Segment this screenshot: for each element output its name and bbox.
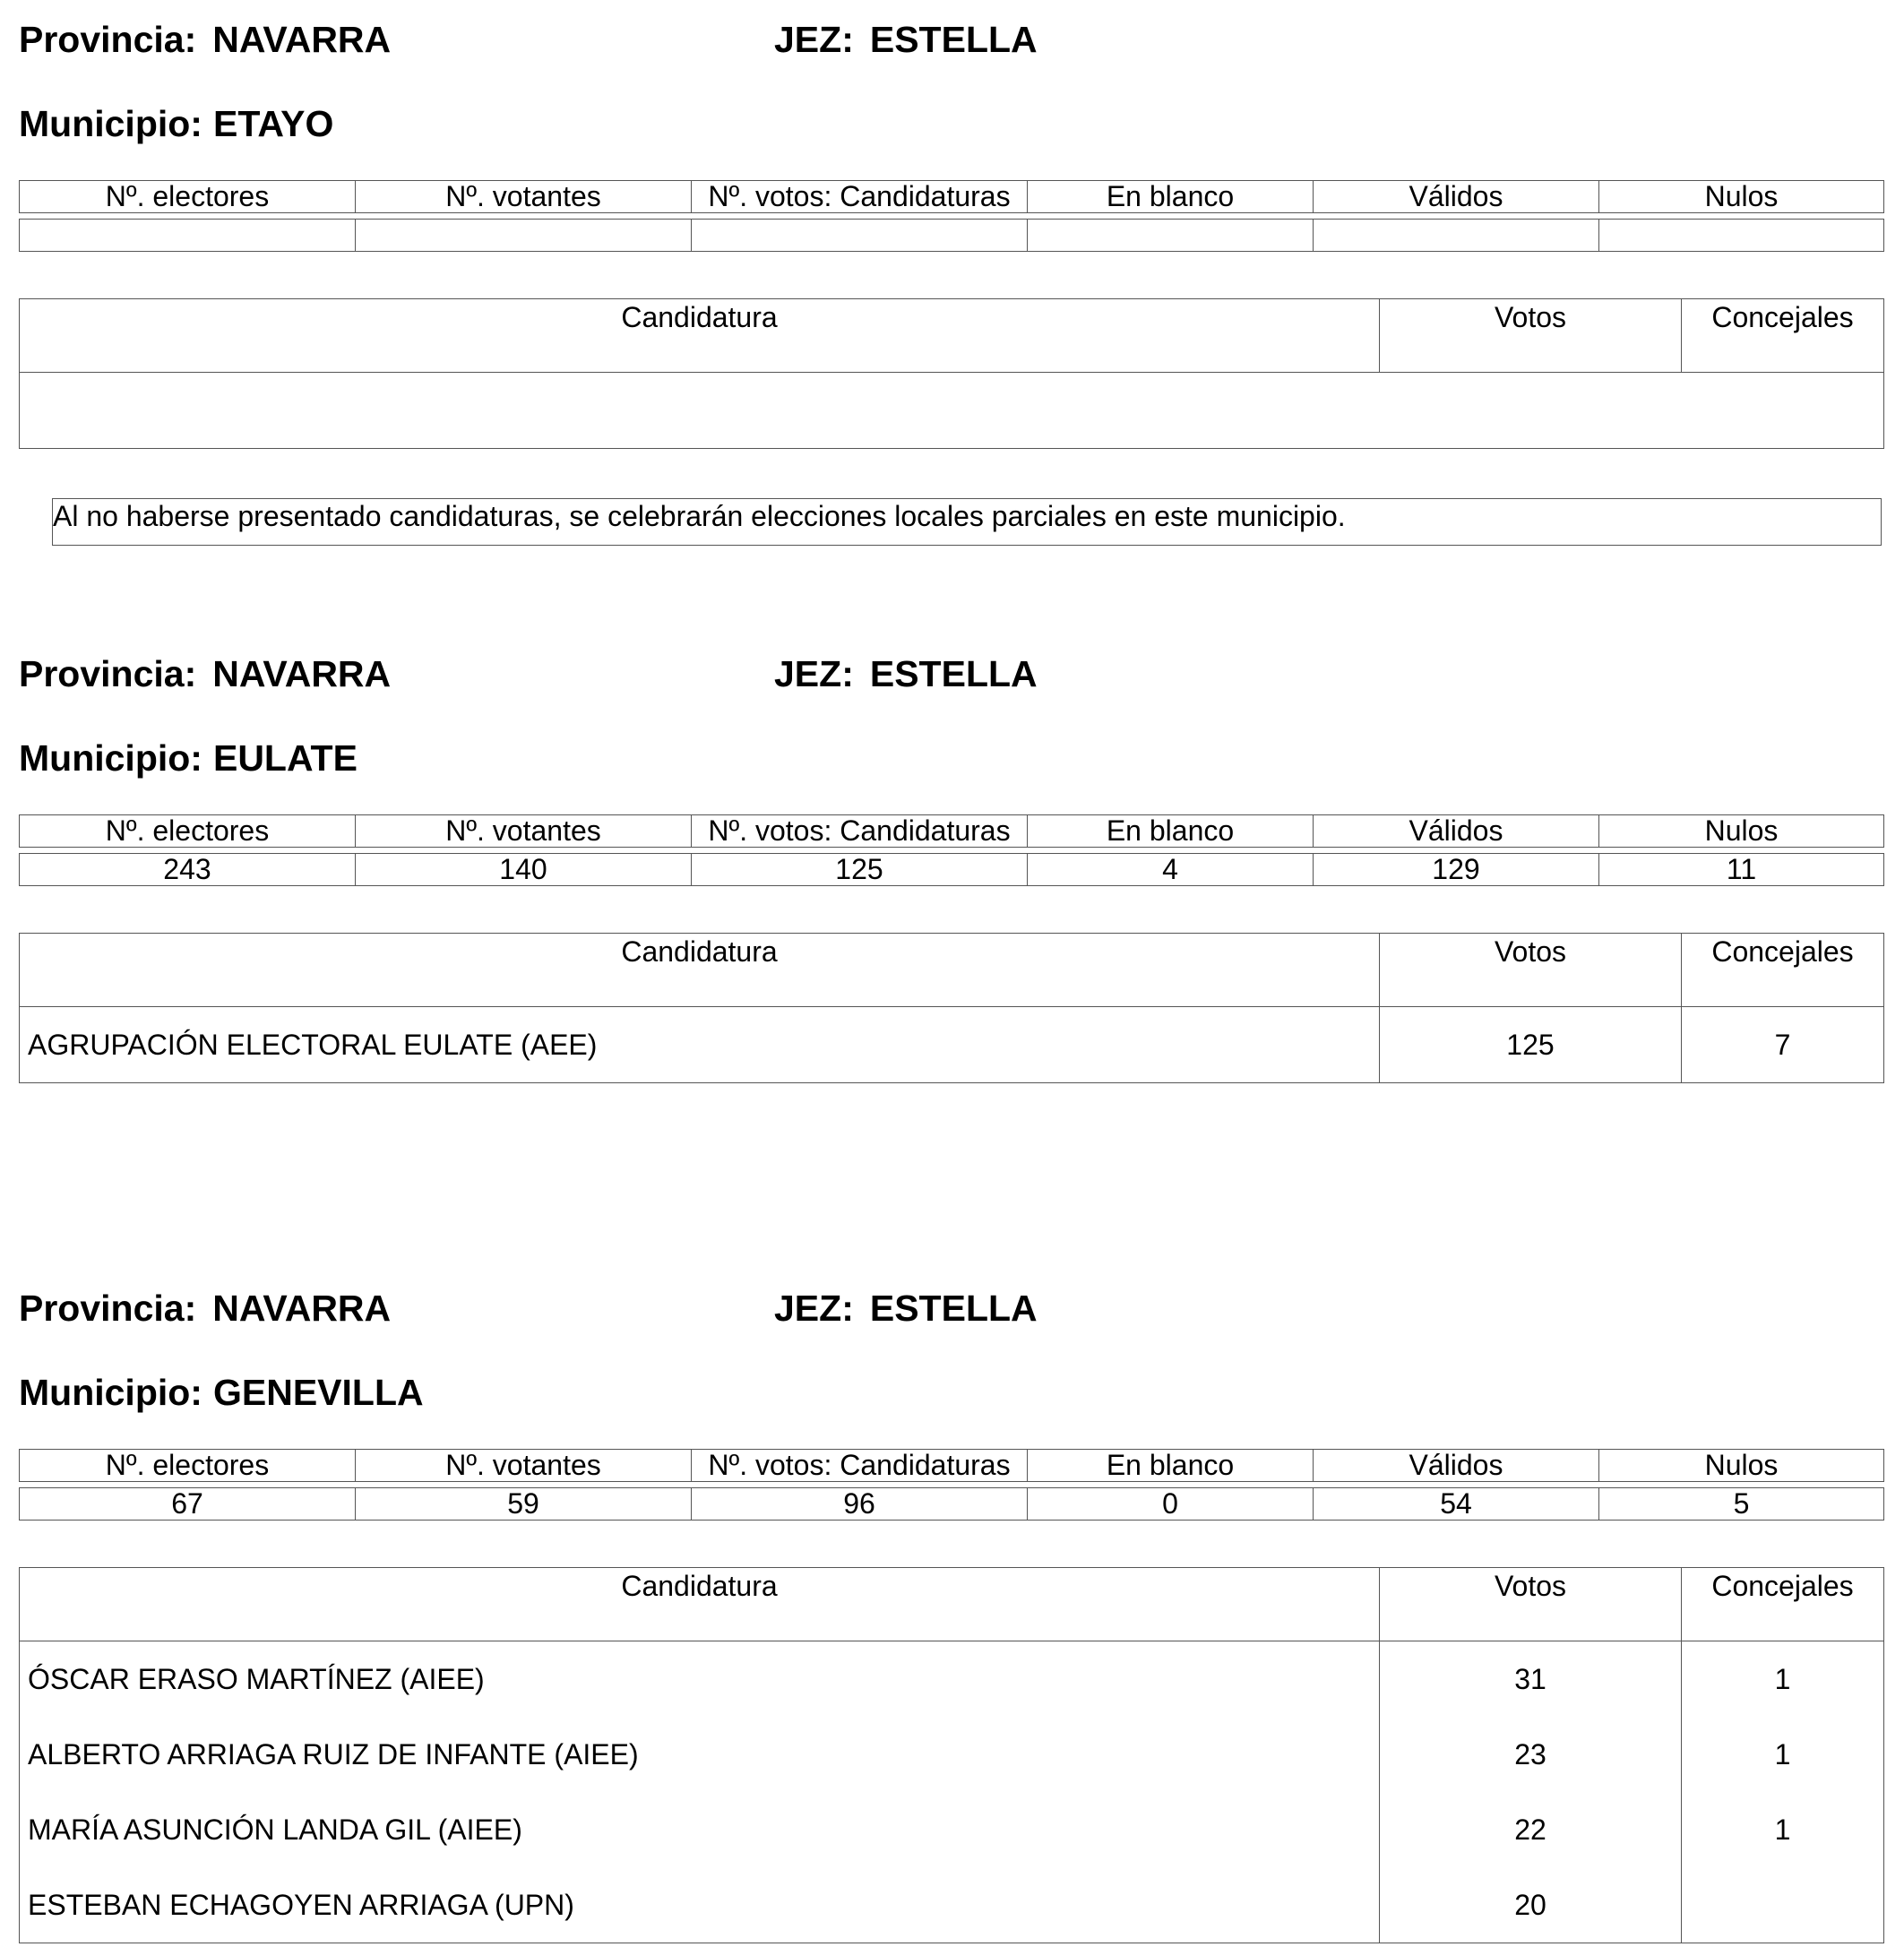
candidate-row (20, 1867, 1884, 1943)
candidate-votos: 22 (1380, 1792, 1682, 1867)
value-votos-candidaturas: 125 (692, 854, 1028, 886)
candidate-row (20, 1007, 1884, 1083)
candidate-name: ESTEBAN ECHAGOYEN ARRIAGA (UPN) (20, 1867, 1380, 1943)
candidate-votos: 31 (1380, 1641, 1682, 1718)
jez-label: JEZ: (774, 19, 854, 60)
provincia-label: Provincia: (19, 19, 197, 60)
jez-label: JEZ: (774, 1288, 854, 1329)
candidate-name: ÓSCAR ERASO MARTÍNEZ (AIEE) (20, 1641, 1380, 1718)
jez-header (774, 19, 1038, 60)
header-nulos: Nulos (1599, 815, 1884, 848)
header-en-blanco: En blanco (1028, 181, 1314, 213)
provincia-value: NAVARRA (212, 653, 392, 694)
header-validos: Válidos (1314, 181, 1599, 213)
candidate-concejales (1682, 1867, 1884, 1943)
header-concejales: Concejales (1682, 299, 1884, 373)
stats-table (19, 1449, 1884, 1521)
value-electores (20, 220, 356, 252)
provincia-value: NAVARRA (212, 19, 392, 60)
candidate-concejales: 1 (1682, 1641, 1884, 1718)
provincia-header (19, 1290, 391, 1327)
value-votantes: 140 (356, 854, 692, 886)
stats-table (19, 814, 1884, 886)
value-validos: 54 (1314, 1488, 1599, 1521)
value-votantes (356, 220, 692, 252)
jez-header (774, 653, 1038, 694)
value-en-blanco (1028, 220, 1314, 252)
provincia-header (19, 653, 392, 694)
candidate-row (20, 1717, 1884, 1792)
jez-label: JEZ: (774, 653, 854, 694)
candidate-concejales: 7 (1682, 1007, 1884, 1083)
header-votos: Votos (1380, 934, 1682, 1007)
header-candidatura: Candidatura (20, 934, 1380, 1007)
header-validos: Válidos (1314, 815, 1599, 848)
value-electores: 243 (20, 854, 356, 886)
header-votantes: Nº. votantes (356, 181, 692, 213)
no-candidates-note: Al no haberse presentado candidaturas, se celebrarán elecciones locales parciales en este municipio. (52, 498, 1882, 546)
value-nulos: 5 (1599, 1488, 1884, 1521)
candidate-concejales: 1 (1682, 1792, 1884, 1867)
candidates-table (19, 1567, 1884, 1943)
municipio-header (19, 737, 358, 779)
candidate-name: MARÍA ASUNCIÓN LANDA GIL (AIEE) (20, 1792, 1380, 1867)
header-electores: Nº. electores (20, 1450, 356, 1482)
jez-value: ESTELLA (869, 19, 1038, 60)
stats-header-row (20, 1450, 1884, 1482)
header-concejales: Concejales (1682, 934, 1884, 1007)
municipio-label: Municipio: (19, 737, 202, 779)
header-nulos: Nulos (1599, 1450, 1884, 1482)
candidate-votos: 20 (1380, 1867, 1682, 1943)
header-en-blanco: En blanco (1028, 1450, 1314, 1482)
provincia-label: Provincia: (19, 1288, 197, 1329)
candidate-name: AGRUPACIÓN ELECTORAL EULATE (AEE) (20, 1007, 1380, 1083)
stats-header-row (20, 815, 1884, 848)
candidate-row (20, 1792, 1884, 1867)
header-votos: Votos (1380, 1568, 1682, 1641)
header-votos-candidaturas: Nº. votos: Candidaturas (692, 181, 1028, 213)
header-candidatura: Candidatura (20, 1568, 1380, 1641)
header-electores: Nº. electores (20, 815, 356, 848)
header-validos: Válidos (1314, 1450, 1599, 1482)
municipio-value: GENEVILLA (212, 1372, 424, 1413)
provincia-header (19, 19, 392, 60)
value-votantes: 59 (356, 1488, 692, 1521)
candidate-name: ALBERTO ARRIAGA RUIZ DE INFANTE (AIEE) (20, 1717, 1380, 1792)
municipio-label: Municipio: (19, 103, 202, 144)
candidate-votos: 23 (1380, 1717, 1682, 1792)
header-votantes: Nº. votantes (356, 815, 692, 848)
candidate-concejales: 1 (1682, 1717, 1884, 1792)
stats-table (19, 180, 1884, 252)
value-votos-candidaturas (692, 220, 1028, 252)
header-votos: Votos (1380, 299, 1682, 373)
municipio-label: Municipio: (19, 1372, 202, 1413)
jez-header (774, 1290, 1038, 1327)
header-votos-candidaturas: Nº. votos: Candidaturas (692, 815, 1028, 848)
stats-value-row (20, 220, 1884, 252)
provincia-label: Provincia: (19, 653, 197, 694)
candidate-row (20, 1641, 1884, 1718)
value-validos (1314, 220, 1599, 252)
municipio-value: ETAYO (212, 103, 334, 144)
provincia-value: NAVARRA (212, 1288, 392, 1329)
value-electores: 67 (20, 1488, 356, 1521)
jez-value: ESTELLA (869, 1288, 1038, 1329)
municipio-header (19, 103, 334, 144)
municipio-header (19, 1374, 424, 1411)
header-votantes: Nº. votantes (356, 1450, 692, 1482)
value-nulos: 11 (1599, 854, 1884, 886)
value-validos: 129 (1314, 854, 1599, 886)
candidates-table (19, 298, 1884, 449)
header-concejales: Concejales (1682, 1568, 1884, 1641)
candidate-votos: 125 (1380, 1007, 1682, 1083)
header-candidatura: Candidatura (20, 299, 1380, 373)
value-nulos (1599, 220, 1884, 252)
header-votos-candidaturas: Nº. votos: Candidaturas (692, 1450, 1028, 1482)
stats-value-row (20, 854, 1884, 886)
jez-value: ESTELLA (869, 653, 1038, 694)
header-electores: Nº. electores (20, 181, 356, 213)
header-en-blanco: En blanco (1028, 815, 1314, 848)
value-en-blanco: 0 (1028, 1488, 1314, 1521)
candidates-table (19, 933, 1884, 1083)
header-nulos: Nulos (1599, 181, 1884, 213)
stats-header-row (20, 181, 1884, 213)
value-en-blanco: 4 (1028, 854, 1314, 886)
stats-value-row (20, 1488, 1884, 1521)
municipio-value: EULATE (212, 737, 358, 779)
empty-candidates-row (20, 373, 1884, 449)
value-votos-candidaturas: 96 (692, 1488, 1028, 1521)
